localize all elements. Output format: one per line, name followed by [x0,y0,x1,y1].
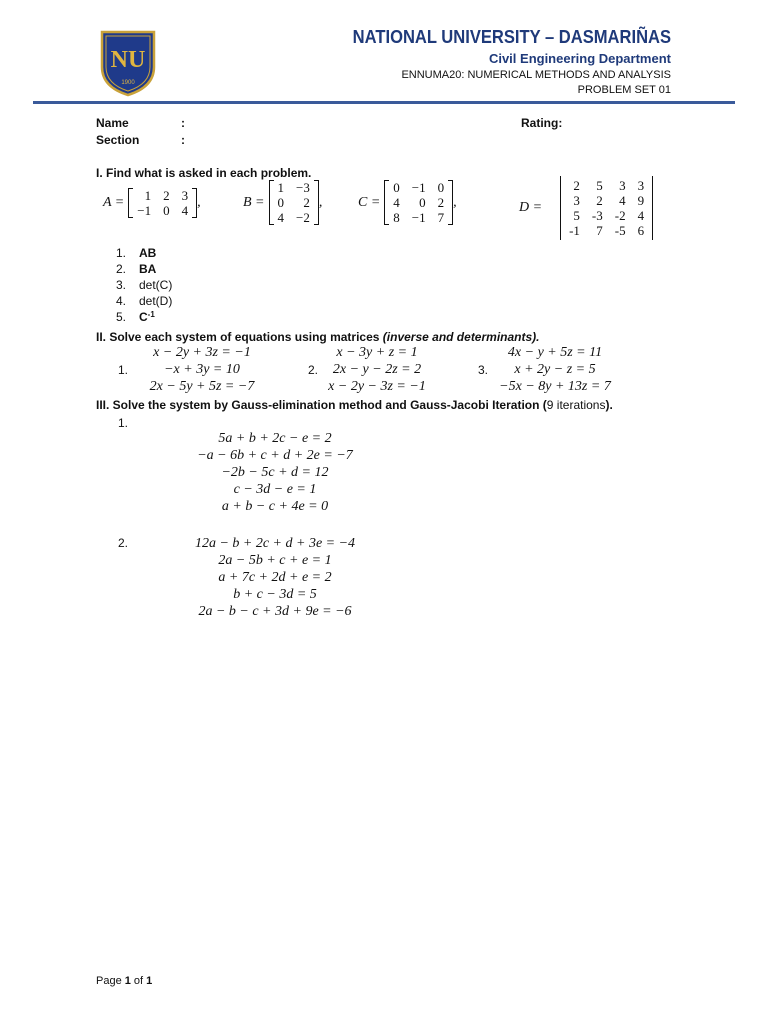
part1-items [116,246,172,326]
matrix-cell: 4 [637,208,645,223]
matrix-cell: 1 [277,180,284,195]
matrix-cell: −1 [411,180,426,195]
system-3-eq: 4x − y + 5z = 11 [507,345,603,360]
section-colon: : [181,133,185,147]
system-3-num: 3. [478,363,489,377]
matrix-row [387,195,450,210]
problem-1-eq: −a − 6b + c + d + 2e = −7 [197,448,353,463]
matrix-D-table [563,178,650,238]
matrix-row [387,180,450,195]
part2-heading: II. Solve each system of equations using matrices (inverse and determinants). [96,330,540,344]
matrix-cell: -1 [569,223,580,238]
problem-2-eq: a + 7c + 2d + e = 2 [218,570,332,585]
matrix-cell: 3 [637,178,645,193]
problem-set-title: PROBLEM SET 01 [577,84,671,96]
system-2-eq: x − 3y + z = 1 [336,345,418,360]
department-name: Civil Engineering Department [488,51,671,66]
matrix-B-table [272,180,316,225]
matrix-cell: −1 [411,210,426,225]
matrix-C-brackets [384,180,453,225]
matrix-cell: 2 [163,188,170,203]
page-footer: Page 1 of 1 [96,975,153,987]
matrix-row [131,203,194,218]
matrix-cell: 4 [393,195,400,210]
problem-1-eq: −2b − 5c + d = 12 [221,465,329,480]
matrix-A-label: A = [103,195,125,210]
system-2-eq: 2x − y − 2z = 2 [332,362,422,377]
system-1-eq: −x + 3y = 10 [164,362,240,377]
list-item: 2. BA [116,262,157,276]
problem-1-eq: c − 3d − e = 1 [233,482,317,497]
matrix-C-comma: , [453,194,457,210]
matrix-cell: 2 [596,193,603,208]
system-2-eq: x − 2y − 3z = −1 [328,379,426,394]
list-item: 1. AB [116,246,157,260]
header-divider [33,101,735,104]
matrix-row [131,188,194,203]
matrix-cell: 0 [163,203,170,218]
matrix-cell: 7 [437,210,445,225]
system-1-eq: 2x − 5y + 5z = −7 [149,379,255,394]
problem-2-eq: 2a − b − c + 3d + 9e = −6 [198,604,352,619]
matrix-cell: 4 [181,203,189,218]
rating-label: Rating: [521,116,563,130]
matrix-row [272,180,316,195]
section-label: Section [96,133,140,147]
logo-year: 1900 [121,80,135,86]
shield-logo-icon [99,29,157,97]
matrix-D-bars [560,178,653,238]
matrix-cell: 9 [637,193,645,208]
name-label: Name [96,116,129,130]
matrix-cell: −1 [137,203,152,218]
matrix-cell: 2 [573,178,580,193]
matrix-cell: 3 [181,188,189,203]
matrix-cell: 0 [393,180,400,195]
system-2-num: 2. [308,363,319,377]
university-logo [99,29,157,97]
problem-2-eq: 12a − b + 2c + d + 3e = −4 [194,536,356,551]
system-3-eq: −5x − 8y + 13z = 7 [499,379,611,394]
matrix-B-brackets [269,180,319,225]
matrix-C [358,180,457,225]
system-1-num: 1. [118,363,129,377]
matrix-cell: -5 [614,223,626,238]
list-item: 3. det(C) [116,278,173,292]
matrix-cell: 4 [619,193,626,208]
matrix-cell: -3 [591,208,603,223]
matrix-D-label: D = [519,200,543,215]
matrix-D [519,178,653,238]
matrix-cell: −2 [296,210,310,225]
matrix-cell: −3 [296,180,310,195]
matrix-A-comma: , [197,195,201,210]
matrix-cell: 3 [573,193,580,208]
matrix-cell: 2 [437,195,445,210]
matrix-C-label: C = [358,194,381,210]
system-3-eq: x + 2y − z = 5 [514,362,596,377]
part3-heading: III. Solve the system by Gauss-elimination method and Gauss-Jacobi Iteration (9 iterations). [96,398,613,412]
matrix-cell: 4 [277,210,284,225]
university-name: NATIONAL UNIVERSITY – DASMARIÑAS [352,27,671,47]
matrix-cell: 3 [619,178,626,193]
matrix-cell: 5 [573,208,580,223]
matrix-C-table [387,180,450,225]
matrix-cell: 7 [596,223,603,238]
part1-heading: I. Find what is asked in each problem. [96,166,312,180]
system-1-eq: x − 2y + 3z = −1 [153,345,251,360]
problem-1-num: 1. [118,416,129,430]
matrix-cell: 0 [437,180,445,195]
problem-2-num: 2. [118,536,129,550]
name-colon: : [181,116,185,130]
matrix-B-label: B = [243,194,265,210]
matrix-cell: -2 [614,208,626,223]
matrix-row [563,193,650,208]
matrix-cell: 0 [419,195,426,210]
matrix-cell: 2 [303,195,310,210]
matrix-row [563,223,650,238]
matrix-row [563,208,650,223]
matrix-cell: 6 [637,223,645,238]
matrix-row [272,195,316,210]
matrix-B-comma: , [318,194,323,210]
matrix-A [103,188,201,218]
logo-letters: NU [110,47,146,73]
problem-1-eq: 5a + b + 2c − e = 2 [218,431,332,446]
matrix-B [243,180,322,225]
matrix-cell: 1 [144,188,152,203]
problem-2-eq: b + c − 3d = 5 [233,587,317,602]
matrix-row [563,178,650,193]
course-title: ENNUMA20: NUMERICAL METHODS AND ANALYSIS [401,69,671,81]
matrix-cell: 5 [596,178,603,193]
problem-2-eq: 2a − 5b + c + e = 1 [218,553,332,568]
matrix-row [387,210,450,225]
matrix-A-brackets [128,188,197,218]
matrix-cell: 8 [393,210,400,225]
matrix-A-table [131,188,194,218]
list-item: 4. det(D) [116,294,173,308]
list-item: 5. C -1 [116,310,155,324]
matrix-cell: 0 [277,195,284,210]
matrix-row [272,210,316,225]
problem-1-eq: a + b − c + 4e = 0 [221,499,329,514]
